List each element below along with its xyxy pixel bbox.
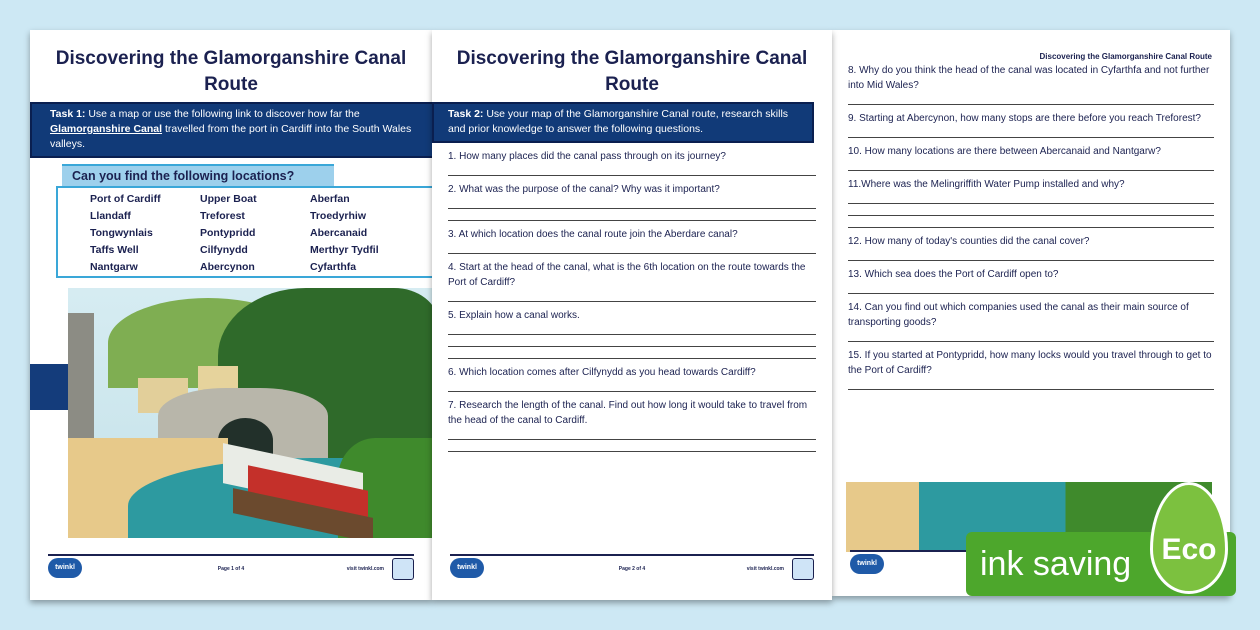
location-item: Treforest (200, 210, 245, 222)
location-item: Taffs Well (90, 244, 139, 256)
question: 6. Which location comes after Cilfynydd as you head towards Cardiff? (448, 367, 756, 378)
twinkl-logo: twinkl (48, 558, 82, 578)
question: 14. Can you find out which companies used the canal as their main source of transporting goods? (848, 302, 1189, 328)
page-number: Page 2 of 4 (618, 566, 646, 572)
answer-line[interactable] (848, 249, 1214, 261)
visit-link[interactable]: visit twinkl.com (746, 566, 784, 572)
answer-line[interactable] (448, 209, 816, 221)
twinkl-logo: twinkl (850, 554, 884, 574)
location-item: Upper Boat (200, 193, 257, 205)
answer-line[interactable] (848, 93, 1214, 105)
locations-box (56, 186, 432, 278)
worksheet-page-2 (432, 30, 832, 600)
answer-line[interactable] (448, 347, 816, 359)
question: 13. Which sea does the Port of Cardiff open to? (848, 269, 1059, 280)
answer-line[interactable] (848, 282, 1214, 294)
page-title: Discovering the Glamorganshire Canal Route (456, 48, 808, 95)
location-item: Cilfynydd (200, 244, 248, 256)
task-1-box (30, 102, 448, 158)
locations-grid (90, 192, 432, 274)
location-item: Port of Cardiff (90, 193, 161, 205)
location-item: Pontypridd (200, 227, 256, 239)
page-title: Discovering the Glamorganshire Canal Route (55, 48, 407, 95)
task-label: Task 1: (50, 108, 86, 120)
answer-line[interactable] (848, 330, 1214, 342)
worksheet-page-1 (30, 30, 432, 600)
question: 2. What was the purpose of the canal? Why was it important? (448, 184, 720, 195)
question: 10. How many locations are there between Abercanaid and Nantgarw? (848, 146, 1161, 157)
answer-line[interactable] (448, 290, 816, 302)
twinkl-logo: twinkl (450, 558, 484, 578)
answer-line[interactable] (448, 242, 816, 254)
task-text: travelled from the port in Cardiff into the South Wales valleys. (50, 123, 412, 150)
location-item: Tongwynlais (90, 227, 153, 239)
page-header: Discovering the Glamorganshire Canal Route (1039, 52, 1212, 61)
location-item: Cyfarthfa (310, 261, 357, 273)
footer-rule (48, 554, 414, 556)
canal-link[interactable]: Glamorganshire Canal (50, 123, 163, 135)
answer-line[interactable] (848, 378, 1214, 390)
answer-line[interactable] (448, 164, 816, 176)
decorative-block (30, 364, 68, 410)
question: 11.Where was the Melingriffith Water Pump installed and why? (848, 179, 1125, 190)
location-item: Nantgarw (90, 261, 138, 273)
answer-line[interactable] (448, 380, 816, 392)
locations-heading: Can you find the following locations? (62, 164, 334, 186)
answer-line[interactable] (848, 204, 1214, 216)
location-item: Llandaff (90, 210, 131, 222)
answer-line[interactable] (848, 159, 1214, 171)
quality-badge-icon (392, 558, 414, 580)
location-item: Aberfan (310, 193, 350, 205)
locations-section (30, 164, 432, 278)
answer-line[interactable] (448, 440, 816, 452)
ink-saving-label: ink saving (980, 545, 1132, 583)
question: 4. Start at the head of the canal, what is the 6th location on the route towards the Port of Cardiff? (448, 262, 806, 288)
answer-line[interactable] (448, 323, 816, 335)
answer-line[interactable] (448, 428, 816, 440)
question: 8. Why do you think the head of the canal was located in Cyfarthfa and not further into Mid Wales? (848, 65, 1210, 91)
question: 3. At which location does the canal route join the Aberdare canal? (448, 229, 738, 240)
location-item: Abercynon (200, 261, 255, 273)
answer-line[interactable] (848, 126, 1214, 138)
answer-line[interactable] (848, 192, 1214, 204)
location-item: Abercanaid (310, 227, 368, 239)
task-2-box (432, 102, 814, 143)
task-label: Task 2: (448, 108, 484, 120)
question: 5. Explain how a canal works. (448, 310, 580, 321)
question: 7. Research the length of the canal. Find out how long it would take to travel from the head of the canal to Cardiff. (448, 400, 808, 426)
ink-saving-badge (966, 532, 1236, 596)
quality-badge-icon (792, 558, 814, 580)
visit-link[interactable]: visit twinkl.com (346, 566, 384, 572)
task-text: Use your map of the Glamorganshire Canal route, research skills and prior knowledge to answer the following questions. (448, 108, 789, 135)
answer-line[interactable] (448, 335, 816, 347)
answer-line[interactable] (448, 197, 816, 209)
question: 12. How many of today's counties did the canal cover? (848, 236, 1090, 247)
question: 1. How many places did the canal pass through on its journey? (448, 151, 726, 162)
question: 15. If you started at Pontypridd, how many locks would you travel through to get to the Port of Cardiff? (848, 350, 1212, 376)
questions-list (432, 149, 832, 452)
eco-label: Eco (1161, 533, 1217, 566)
page-number: Page 1 of 4 (217, 566, 245, 572)
task-text: Use a map or use the following link to discover how far the (85, 108, 360, 120)
footer-rule (450, 554, 814, 556)
location-item: Merthyr Tydfil (310, 244, 379, 256)
question: 9. Starting at Abercynon, how many stops are there before you reach Treforest? (848, 113, 1201, 124)
canal-illustration (68, 288, 432, 538)
questions-list (832, 63, 1230, 390)
answer-line[interactable] (848, 216, 1214, 228)
location-item: Troedyrhiw (310, 210, 367, 222)
